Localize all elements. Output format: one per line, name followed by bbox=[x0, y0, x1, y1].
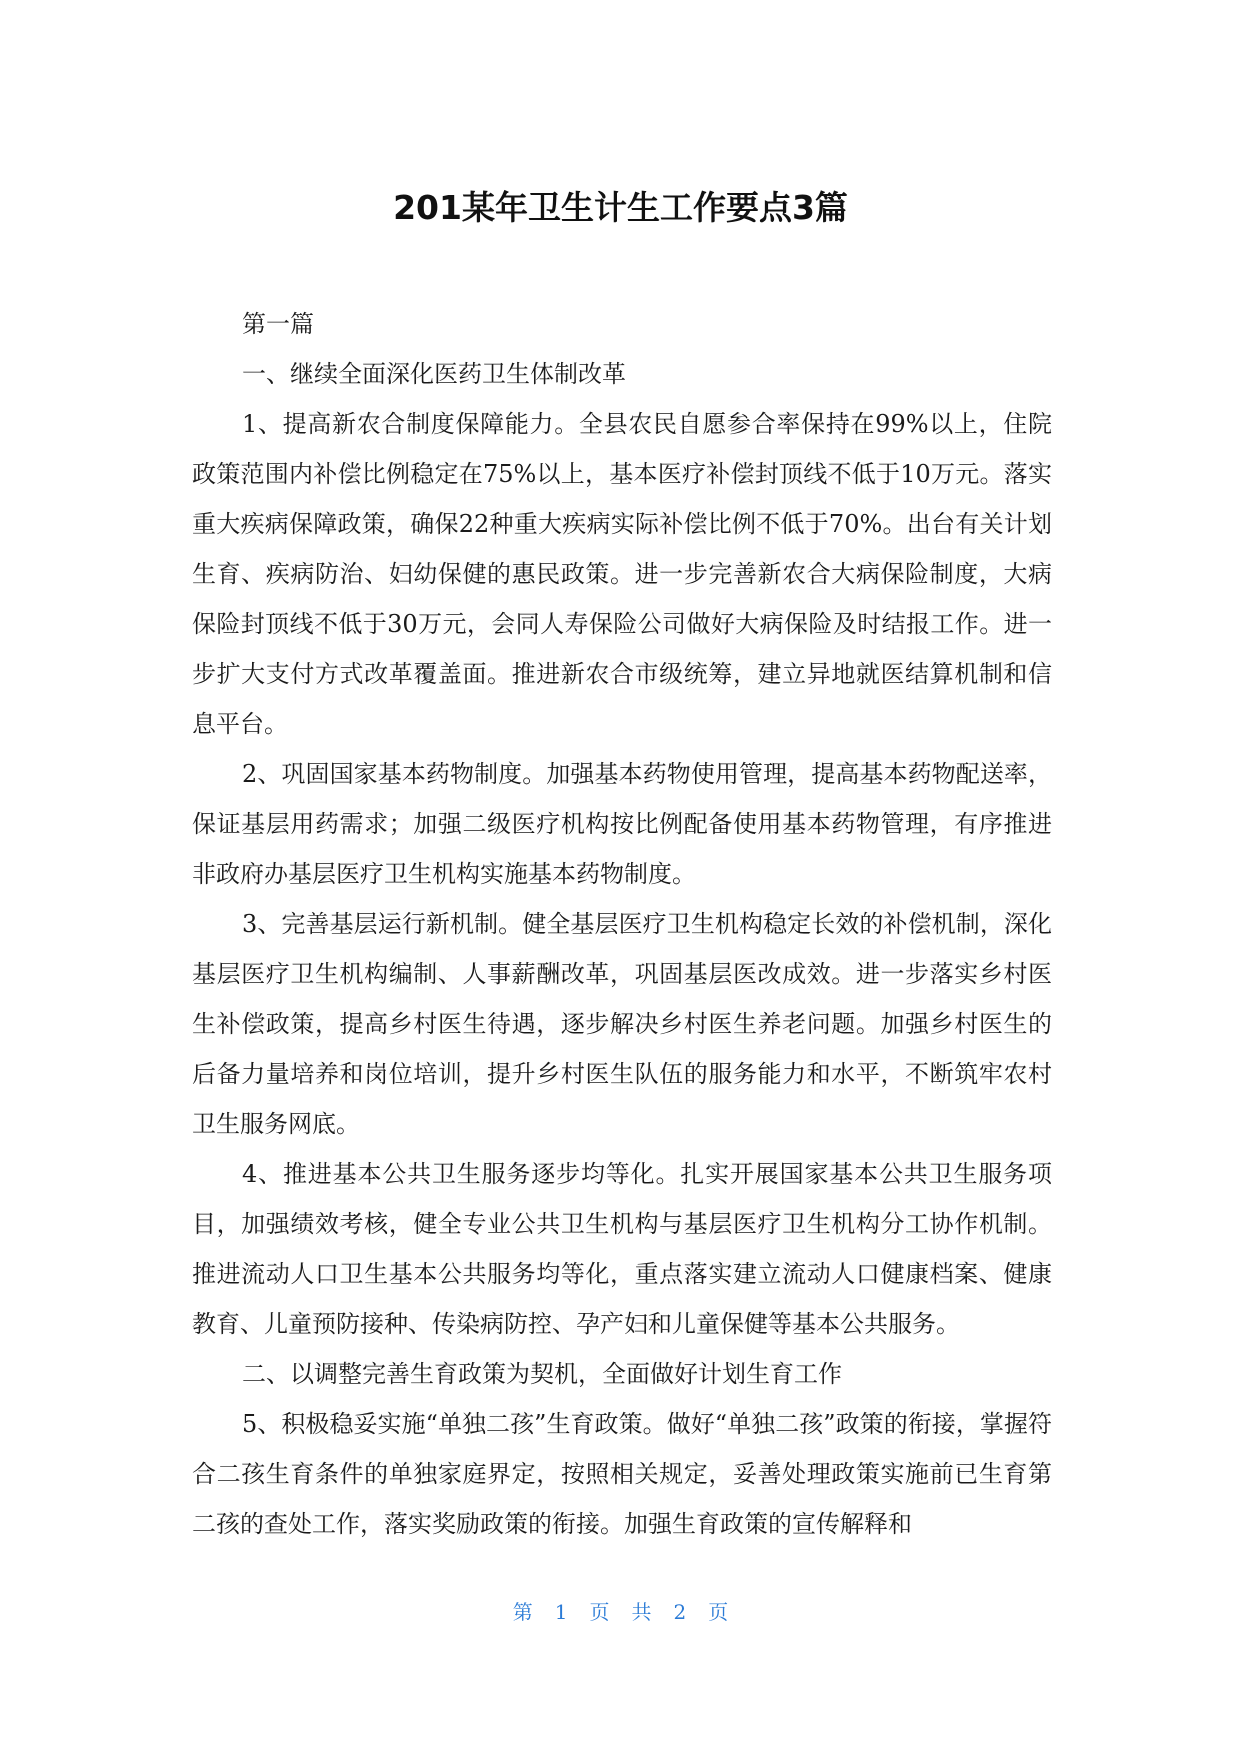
document-body bbox=[192, 299, 1052, 1549]
footer-page-suffix: 页 bbox=[589, 1600, 610, 1624]
paragraph-item-3: 3、完善基层运行新机制。健全基层医疗卫生机构稳定长效的补偿机制，深化基层医疗卫生机构编制、人事薪酬改革，巩固基层医改成效。进一步落实乡村医生补偿政策，提高乡村医生待遇，逐步解决乡村医生养老问题。加强乡村医生的后备力量培养和岗位培训，提升乡村医生队伍的服务能力和水平，不断筑牢农村卫生服务网底。 bbox=[192, 910, 1052, 1138]
paragraph-item-2: 2、巩固国家基本药物制度。加强基本药物使用管理，提高基本药物配送率，保证基层用药需求；加强二级医疗机构按比例配备使用基本药物管理，有序推进非政府办基层医疗卫生机构实施基本药物制度。 bbox=[192, 760, 1052, 888]
footer-total-suffix: 页 bbox=[708, 1600, 729, 1624]
footer-total-pages: 2 bbox=[673, 1600, 687, 1624]
footer-page-prefix: 第 bbox=[512, 1600, 533, 1624]
footer-total-prefix: 共 bbox=[631, 1600, 652, 1624]
paragraph-heading-2: 二、以调整完善生育政策为契机，全面做好计划生育工作 bbox=[242, 1360, 842, 1388]
paragraph-section-label: 第一篇 bbox=[242, 310, 314, 338]
paragraph-heading-1: 一、继续全面深化医药卫生体制改革 bbox=[242, 360, 626, 388]
paragraph-item-1: 1、提高新农合制度保障能力。全县农民自愿参合率保持在99%以上，住院政策范围内补偿比例稳定在75%以上，基本医疗补偿封顶线不低于10万元。落实重大疾病保障政策，确保22种重大疾病实际补偿比例不低于70%。出台有关计划生育、疾病防治、妇幼保健的惠民政策。进一步完善新农合大病保险制度，大病保险封顶线不低于30万元，会同人寿保险公司做好大病保险及时结报工作。进一步扩大支付方式改革覆盖面。推进新农合市级统筹，建立异地就医结算机制和信息平台。 bbox=[192, 410, 1052, 738]
footer-page-number: 1 bbox=[554, 1600, 568, 1624]
document-title: 201某年卫生计生工作要点3篇 bbox=[393, 188, 848, 227]
paragraph-item-4: 4、推进基本公共卫生服务逐步均等化。扎实开展国家基本公共卫生服务项目，加强绩效考核，健全专业公共卫生机构与基层医疗卫生机构分工协作机制。推进流动人口卫生基本公共服务均等化，重点落实建立流动人口健康档案、健康教育、儿童预防接种、传染病防控、孕产妇和儿童保健等基本公共服务。 bbox=[192, 1160, 1052, 1338]
paragraph-item-5: 5、积极稳妥实施“单独二孩”生育政策。做好“单独二孩”政策的衔接，掌握符合二孩生育条件的单独家庭界定，按照相关规定，妥善处理政策实施前已生育第二孩的查处工作，落实奖励政策的衔接。加强生育政策的宣传解释和 bbox=[192, 1410, 1052, 1538]
page-footer bbox=[0, 1598, 1241, 1626]
